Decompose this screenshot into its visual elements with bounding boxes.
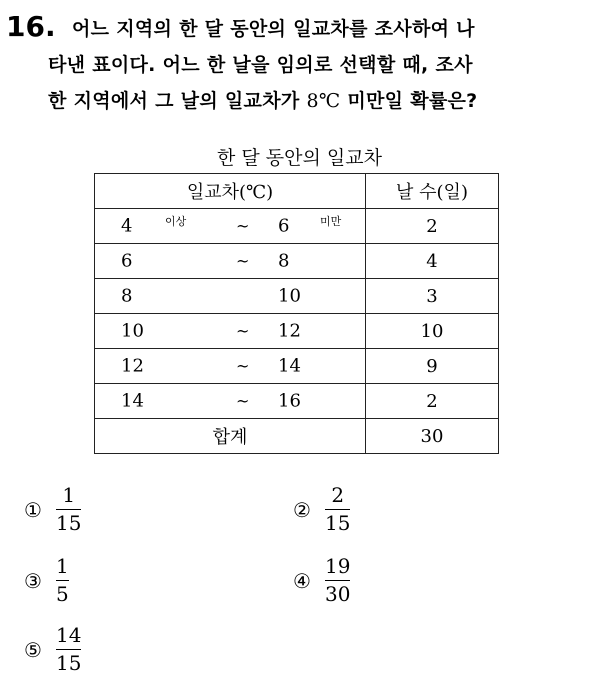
range-cell bbox=[95, 314, 366, 349]
fraction-denominator: 15 bbox=[325, 511, 351, 535]
table-row bbox=[95, 209, 499, 244]
header-days: 날 수(일) bbox=[366, 174, 499, 209]
fraction-numerator: 2 bbox=[331, 483, 345, 507]
fraction-denominator: 15 bbox=[56, 651, 82, 675]
range-to: 6 bbox=[278, 215, 290, 237]
choice-fraction bbox=[56, 555, 69, 606]
choice-marker: ② bbox=[293, 497, 311, 522]
range-to: 10 bbox=[278, 285, 301, 307]
total-label: 합계 bbox=[95, 419, 366, 454]
fraction-bar bbox=[56, 580, 69, 581]
question-line-1: 어느 지역의 한 달 동안의 일교차를 조사하여 나 bbox=[72, 18, 475, 40]
range-to: 12 bbox=[278, 320, 301, 342]
choice-fraction bbox=[56, 484, 81, 535]
question-line-2: 타낸 표이다. 어느 한 날을 임의로 선택할 때, 조사 bbox=[48, 54, 473, 76]
table-row bbox=[95, 279, 499, 314]
fraction-denominator: 30 bbox=[325, 582, 351, 606]
days-cell: 2 bbox=[366, 209, 499, 244]
range-from: 8 bbox=[121, 285, 133, 307]
range-cell bbox=[95, 209, 366, 244]
question-number: 16. bbox=[6, 10, 56, 43]
choice-5[interactable] bbox=[24, 624, 81, 675]
range-tilde: ~ bbox=[236, 251, 250, 271]
fraction-bar bbox=[325, 509, 350, 510]
fraction-denominator: 5 bbox=[56, 582, 69, 606]
range-cell bbox=[95, 279, 366, 314]
days-cell: 9 bbox=[366, 349, 499, 384]
choice-marker: ③ bbox=[24, 568, 42, 593]
range-tilde: ~ bbox=[236, 216, 250, 236]
fraction-numerator: 14 bbox=[56, 623, 82, 647]
range-to: 16 bbox=[278, 390, 301, 412]
question-threshold-value: 8℃ bbox=[306, 90, 341, 112]
table-row bbox=[95, 314, 499, 349]
days-cell: 2 bbox=[366, 384, 499, 419]
days-cell: 4 bbox=[366, 244, 499, 279]
fraction-numerator: 1 bbox=[56, 554, 69, 578]
total-value: 30 bbox=[366, 419, 499, 454]
question-line-3-text: 한 지역에서 그 날의 일교차가 bbox=[48, 90, 300, 112]
choice-marker: ① bbox=[24, 497, 42, 522]
frequency-table bbox=[94, 173, 499, 454]
range-to: 8 bbox=[278, 250, 290, 272]
days-cell: 10 bbox=[366, 314, 499, 349]
sup-from-label: 이상 bbox=[165, 215, 187, 228]
range-cell bbox=[95, 384, 366, 419]
table-row bbox=[95, 384, 499, 419]
choice-1[interactable] bbox=[24, 484, 81, 535]
choice-fraction bbox=[325, 484, 350, 535]
range-from: 4 bbox=[121, 215, 133, 237]
question-line-3-tail: 미만일 확률은? bbox=[347, 90, 478, 112]
table-header-row bbox=[95, 174, 499, 209]
fraction-numerator: 19 bbox=[325, 554, 351, 578]
choice-2[interactable] bbox=[293, 484, 350, 535]
days-cell: 3 bbox=[366, 279, 499, 314]
fraction-bar bbox=[56, 649, 81, 650]
header-range: 일교차(℃) bbox=[95, 174, 366, 209]
question-line-3 bbox=[48, 86, 477, 113]
fraction-bar bbox=[325, 580, 350, 581]
range-from: 12 bbox=[121, 355, 144, 377]
range-tilde: ~ bbox=[236, 321, 250, 341]
range-from: 14 bbox=[121, 390, 144, 412]
range-to: 14 bbox=[278, 355, 301, 377]
choice-fraction bbox=[56, 624, 81, 675]
range-from: 10 bbox=[121, 320, 144, 342]
choice-marker: ⑤ bbox=[24, 637, 42, 662]
range-tilde: ~ bbox=[236, 356, 250, 376]
choice-4[interactable] bbox=[293, 555, 350, 606]
fraction-numerator: 1 bbox=[62, 483, 76, 507]
range-tilde: ~ bbox=[236, 391, 250, 411]
choice-3[interactable] bbox=[24, 555, 69, 606]
choice-fraction bbox=[325, 555, 350, 606]
choice-marker: ④ bbox=[293, 568, 311, 593]
range-cell bbox=[95, 244, 366, 279]
range-from: 6 bbox=[121, 250, 133, 272]
table-caption: 한 달 동안의 일교차 bbox=[217, 147, 382, 169]
table-total-row bbox=[95, 419, 499, 454]
fraction-bar bbox=[56, 509, 81, 510]
range-cell bbox=[95, 349, 366, 384]
table-row bbox=[95, 349, 499, 384]
table-row bbox=[95, 244, 499, 279]
sup-to-label: 미만 bbox=[320, 215, 342, 228]
fraction-denominator: 15 bbox=[56, 511, 82, 535]
